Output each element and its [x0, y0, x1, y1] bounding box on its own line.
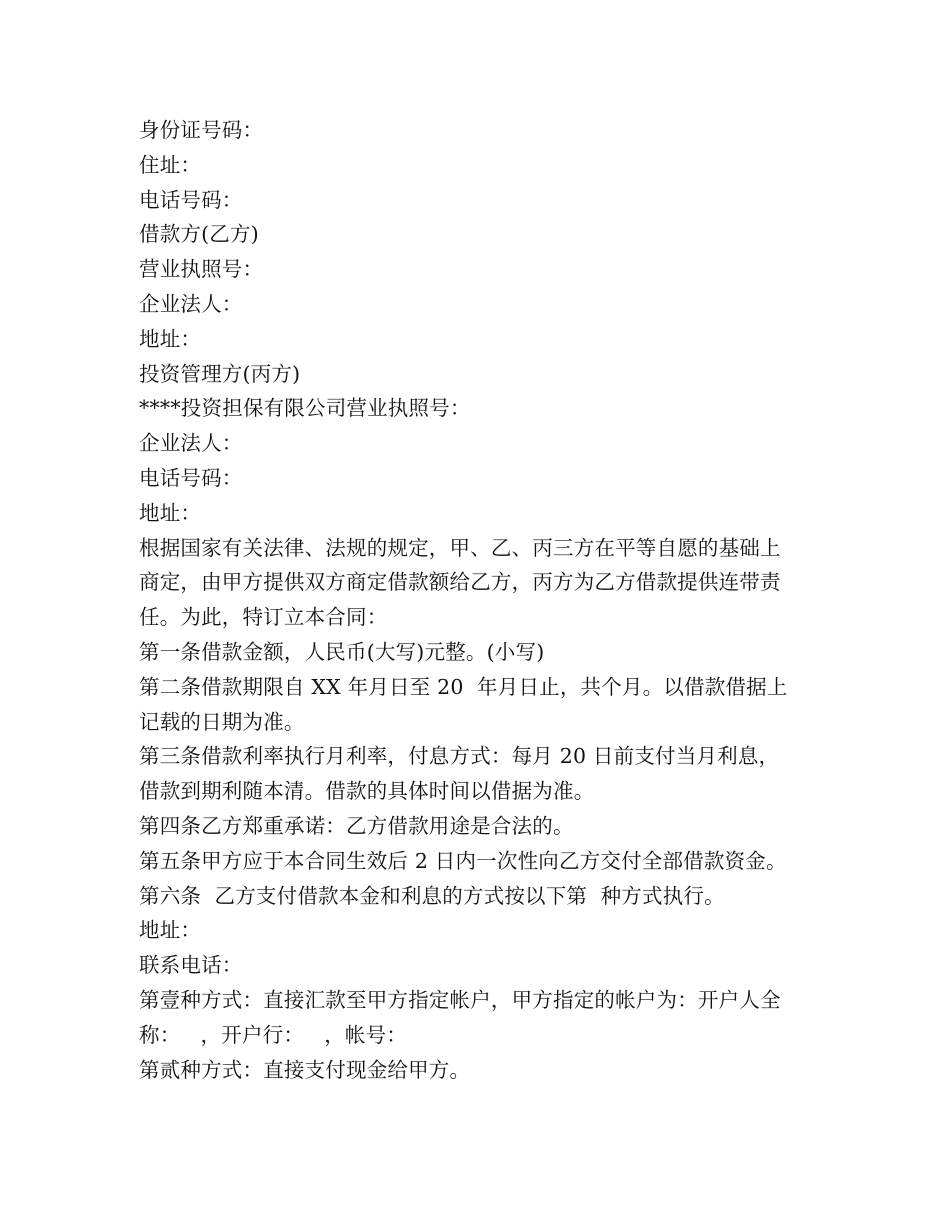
phone-line: 电话号码：: [139, 187, 243, 212]
address-line: 地址：: [139, 918, 202, 943]
article-2-line: 记载的日期为准。: [139, 709, 305, 734]
article-5-line: 第五条甲方应于本合同生效后 2 日内一次性向乙方交付全部借款资金。: [139, 848, 787, 873]
preamble-line: 任。为此，特订立本合同：: [139, 605, 388, 630]
residence-line: 住址：: [139, 152, 202, 177]
legal-person-line: 企业法人：: [139, 431, 243, 456]
borrower-heading: 借款方(乙方): [139, 222, 259, 247]
guarantee-company-license-line: ****投资担保有限公司营业执照号：: [139, 396, 471, 421]
article-1-line: 第一条借款金额，人民币(大写)元整。(小写): [139, 639, 545, 664]
article-4-line: 第四条乙方郑重承诺：乙方借款用途是合法的。: [139, 813, 574, 838]
address-line: 地址：: [139, 326, 202, 351]
id-number-line: 身份证号码：: [139, 118, 264, 142]
business-license-line: 营业执照号：: [139, 257, 264, 282]
article-2-line: 第二条借款期限自 XX 年月日至 20 年月日止，共个月。以借款借据上: [139, 674, 788, 699]
payment-method-1-line: 称： ，开户行： ，帐号：: [139, 1022, 407, 1047]
document-body: [139, 113, 819, 1087]
article-3-line: 借款到期利随本清。借款的具体时间以借据为准。: [139, 779, 595, 804]
investment-manager-heading: 投资管理方(丙方): [139, 361, 301, 386]
phone-line: 电话号码：: [139, 465, 243, 490]
payment-method-2-line: 第贰种方式：直接支付现金给甲方。: [139, 1057, 471, 1082]
preamble-line: 根据国家有关法律、法规的规定，甲、乙、丙三方在平等自愿的基础上: [139, 535, 781, 560]
article-6-line: 第六条 乙方支付借款本金和利息的方式按以下第 种方式执行。: [139, 883, 725, 908]
contact-phone-line: 联系电话：: [139, 953, 243, 978]
legal-person-line: 企业法人：: [139, 291, 243, 316]
payment-method-1-line: 第壹种方式：直接汇款至甲方指定帐户，甲方指定的帐户为：开户人全: [139, 987, 781, 1012]
preamble-line: 商定，由甲方提供双方商定借款额给乙方，丙方为乙方借款提供连带责: [139, 570, 781, 595]
article-3-line: 第三条借款利率执行月利率，付息方式：每月 20 日前支付当月利息，: [139, 744, 780, 769]
address-line: 地址：: [139, 500, 202, 525]
